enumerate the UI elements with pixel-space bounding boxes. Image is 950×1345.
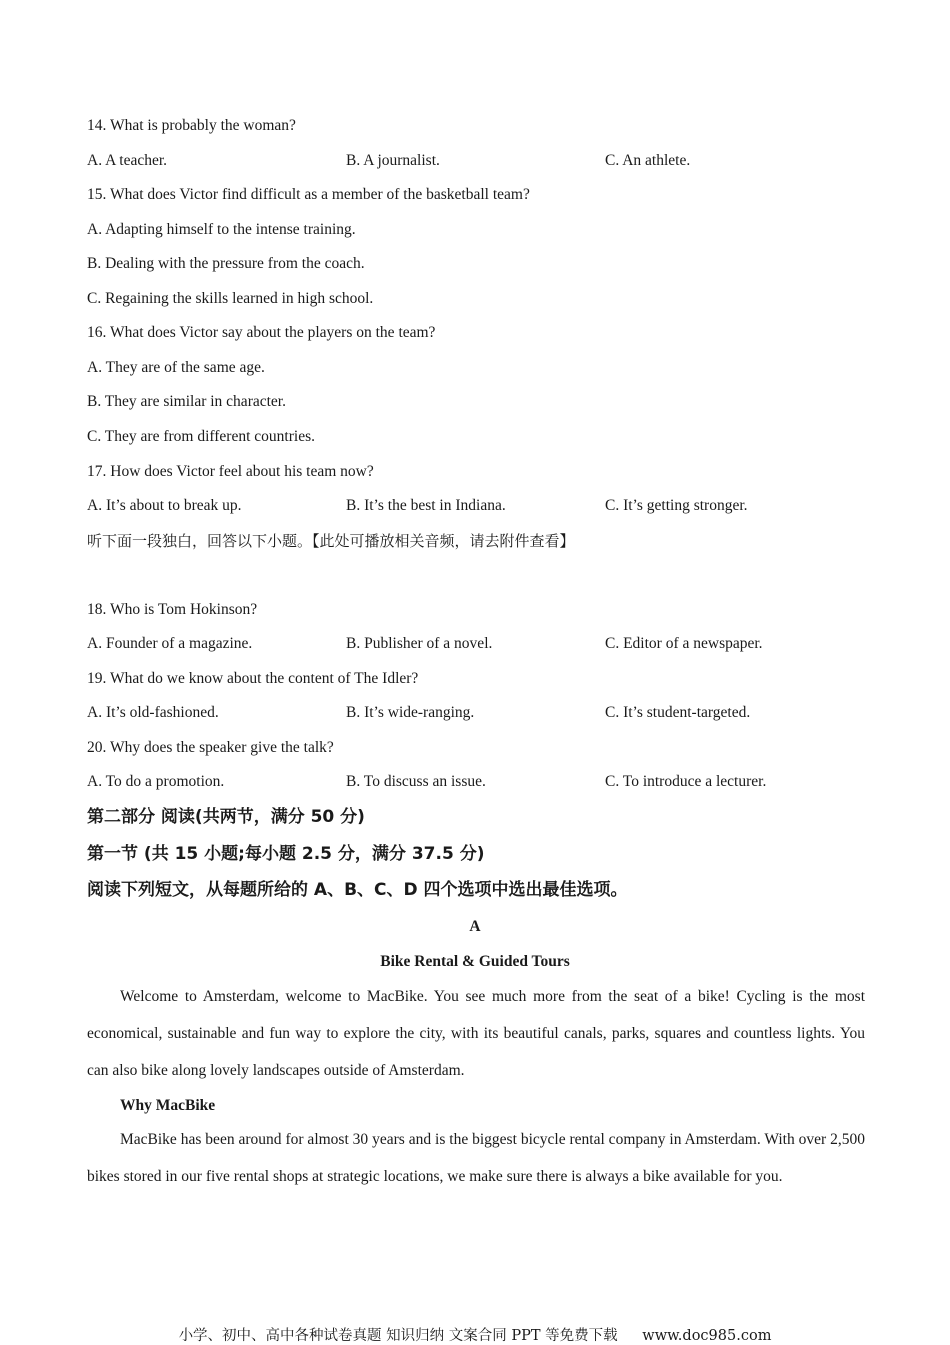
passage-paragraph-1 [87, 978, 865, 1089]
q16-option-c: C. They are from different countries. [87, 428, 315, 445]
footer-url[interactable]: www.doc985.com [642, 1328, 772, 1344]
q20-option-c: C. To introduce a lecturer. [605, 773, 767, 790]
q15-option-b: B. Dealing with the pressure from the coach. [87, 255, 365, 272]
part2-heading: 第二部分 阅读(共两节，满分 50 分) [87, 807, 365, 827]
q20-option-a: A. To do a promotion. [87, 773, 225, 790]
question-16-stem: 16. What does Victor say about the players on the team? [87, 324, 436, 341]
q19-option-c: C. It’s student-targeted. [605, 704, 751, 721]
q16-option-a: A. They are of the same age. [87, 359, 265, 376]
q18-option-a: A. Founder of a magazine. [87, 635, 253, 652]
q15-option-c: C. Regaining the skills learned in high school. [87, 290, 374, 307]
q19-option-b: B. It’s wide-ranging. [346, 704, 475, 721]
q18-option-c: C. Editor of a newspaper. [605, 635, 763, 652]
q17-option-a: A. It’s about to break up. [87, 497, 242, 514]
monologue-instruction: 听下面一段独白，回答以下小题。【此处可播放相关音频，请去附件查看】 [87, 532, 575, 550]
passage-paragraph-2 [87, 1121, 865, 1195]
passage-title: Bike Rental & Guided Tours [380, 953, 570, 970]
question-18-stem: 18. Who is Tom Hokinson? [87, 601, 258, 618]
question-15-stem: 15. What does Victor find difficult as a member of the basketball team? [87, 186, 530, 203]
q17-option-b: B. It’s the best in Indiana. [346, 497, 506, 514]
q18-option-b: B. Publisher of a novel. [346, 635, 493, 652]
q19-option-a: A. It’s old-fashioned. [87, 704, 219, 721]
reading-instruction: 阅读下列短文，从每题所给的 A、B、C、D 四个选项中选出最佳选项。 [87, 880, 628, 900]
q14-option-a: A. A teacher. [87, 152, 168, 169]
page-footer [0, 1324, 950, 1345]
paragraph-1-text: Welcome to Amsterdam, welcome to MacBike. You see much more from the seat of a bike! Cycling is the most economical, sustainable and fun way to explore the city, with its beautiful canals, parks, squares and countless lights. You can also bike along lovely landscapes outside of Amsterdam. [87, 988, 865, 1079]
q15-option-a: A. Adapting himself to the intense training. [87, 221, 356, 238]
section1-heading: 第一节 (共 15 小题;每小题 2.5 分，满分 37.5 分) [87, 844, 485, 864]
passage-letter: A [469, 918, 481, 935]
question-19-stem: 19. What do we know about the content of The Idler? [87, 670, 419, 687]
question-14-stem: 14. What is probably the woman? [87, 117, 296, 134]
footer-text: 小学、初中、高中各种试卷真题 知识归纳 文案合同 PPT 等免费下载 [178, 1328, 618, 1344]
q20-option-b: B. To discuss an issue. [346, 773, 486, 790]
q14-option-b: B. A journalist. [346, 152, 440, 169]
q14-option-c: C. An athlete. [605, 152, 691, 169]
question-17-stem: 17. How does Victor feel about his team now? [87, 463, 374, 480]
question-20-stem: 20. Why does the speaker give the talk? [87, 739, 334, 756]
paragraph-2-text: MacBike has been around for almost 30 years and is the biggest bicycle rental company in Amsterdam. With over 2,500 bikes stored in our five rental shops at strategic locations, we make sure there is always a bike available for you. [87, 1131, 865, 1185]
q16-option-b: B. They are similar in character. [87, 393, 286, 410]
q17-option-c: C. It’s getting stronger. [605, 497, 748, 514]
passage-subheading: Why MacBike [120, 1097, 216, 1114]
